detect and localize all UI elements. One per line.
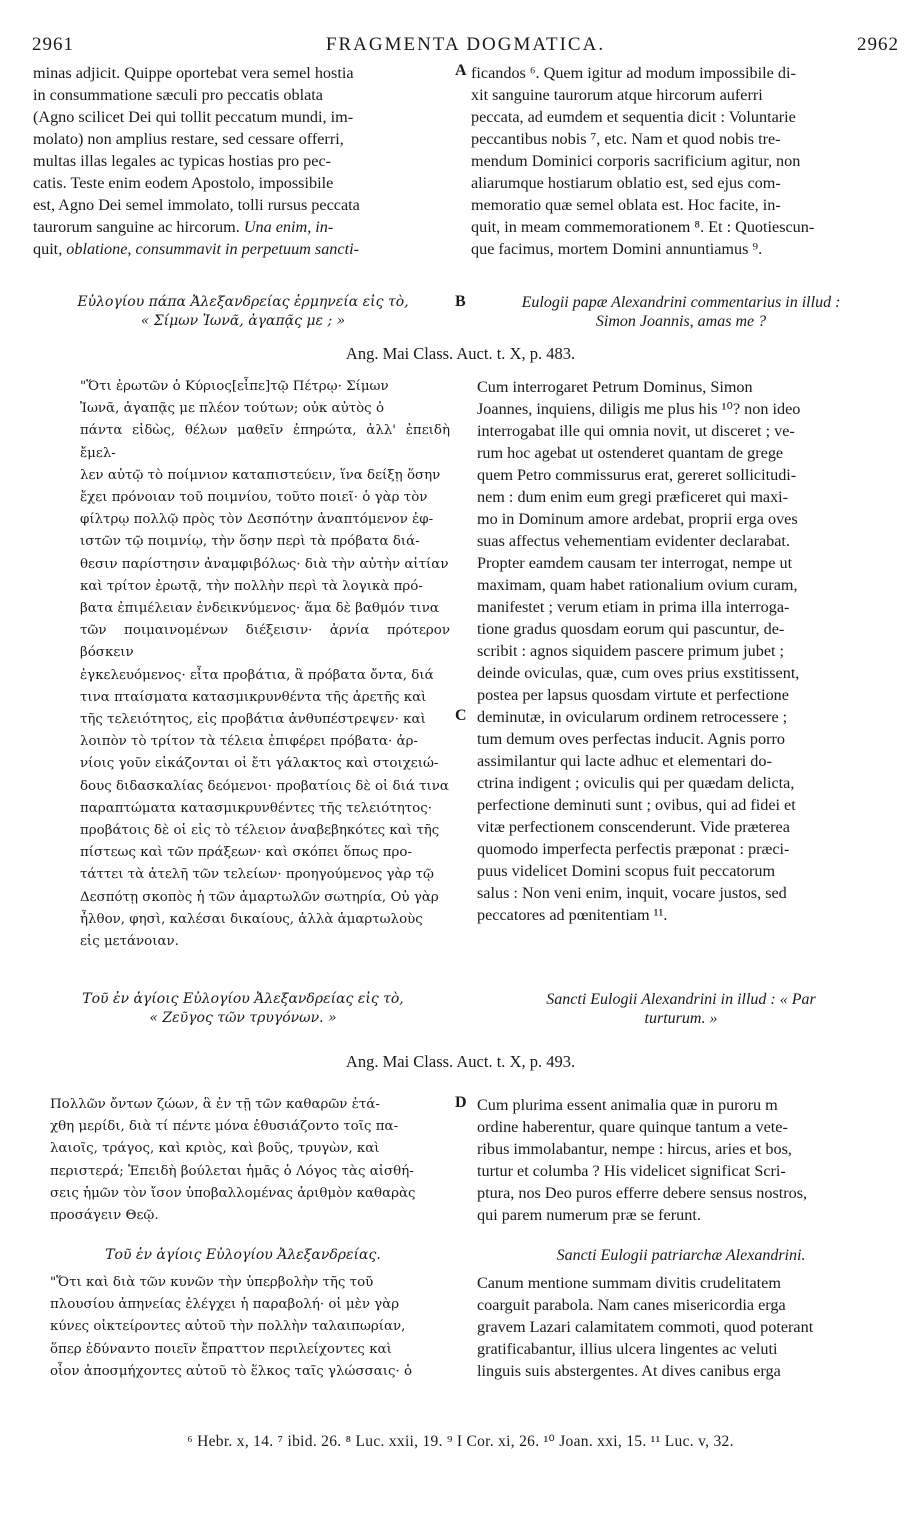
text-line: tione gradus quosdam eorum qui pascuntur, de- [477,620,785,638]
text-fragment: quit [33,240,59,258]
text-line: coarguit parabola. Nam canes misericordia erga [477,1296,786,1314]
text-line: σεις ἡμῶν τὸν ἴσον ὑποβαλλομένας ἀριθμὸν καθαρὰς [50,1185,416,1201]
text-line: minas adjicit. Quippe oportebat vera semel hostia [33,64,354,82]
text-line: molato) non amplius restare, sed cessare offerri, [33,130,344,148]
top-left-column [33,62,453,260]
page-number-left: 2961 [32,34,74,55]
text-line: maximam, quam habet rationalium ovium curam, [477,576,798,594]
footnotes: ⁶ Hebr. x, 14. ⁷ ibid. 26. ⁸ Luc. xxii, 19. ⁹ I Cor. xi, 26. ¹⁰ Joan. xxi, 15. ¹¹ Luc. v, 32. [187,1433,734,1450]
text-line: deinde oviculas, quæ, cum oves prius exstitissent, [477,664,800,682]
title-line: Sancti Eulogii Alexandrini in illud : « Par [546,991,816,1008]
text-line [33,238,453,260]
text-line: περιστερά; Ἐπειδὴ βούλεται ἡμᾶς ὁ Λόγος τὰς αἰσθή- [50,1163,414,1179]
text-line: postea per lapsus quosdam virtute et perfectione [477,686,789,704]
section3-latin-column [477,1272,891,1382]
text-line: ordine haberentur, quare quinque tantum a vete- [477,1118,788,1136]
text-line: λοιπὸν τὸ τρίτον τὰ τέλεια ἐπιφέρει πρόβατα· ἀρ- [80,734,418,750]
text-line: τῆς τελειότητος, εἰς προβάτια ἀνθυπέστρεψεν· καὶ [80,712,426,728]
text-line: πάντα εἰδὼς, θέλων μαθεῖν ἐπηρώτα, ἀλλ' ἐπειδὴ ἔμελ- [80,423,450,461]
section2-greek-column [50,1094,450,1227]
title-line: Εὐλογίου πάπα Ἀλεξανδρείας ἑρμηνεία εἰς τὸ, [77,294,409,310]
text-line: δους διδασκαλίας δεόμενοι· προβατίοις δὲ οἱ διά τινα [80,778,449,794]
text-line: aliarumque hostiarum oblatio est, sed ejus com- [471,174,781,192]
section2-title-greek [33,990,453,1028]
text-line: ἐγκελευόμενος· εἶτα προβάτια, ἃ πρόβατα ὄντα, διά [80,667,434,683]
text-line: multas illas legales ac typicas hostias pro pec- [33,152,332,170]
text-line: λεν αὐτῷ τὸ ποίμνιον καταπιστεύειν, ἵνα δείξῃ ὅσην [80,467,441,483]
text-line: (Agno scilicet Dei qui tollit peccatum mundi, im- [33,108,354,126]
text-line: deminutæ, in ovicularum ordinem retrocessere ; [477,708,788,726]
text-line: Cum plurima essent animalia quæ in puroru m [477,1096,778,1114]
text-line: Δεσπότῃ σκοπὸς ἡ τῶν ἁμαρτωλῶν σωτηρία, Οὐ γὰρ [80,889,439,905]
text-line: peccata, ad eumdem et sequentia dicit : Voluntarie [471,108,796,126]
text-line: παραπτώματα κατασμικρυνθέντες τῆς τελειότητος· [80,800,432,816]
margin-marker-b: B [455,293,466,310]
section1-title-greek [33,293,453,331]
title-line: Simon Joannis, amas me ? [595,313,767,330]
text-line: Cum interrogaret Petrum Dominus, Simon [477,378,753,396]
title-line: Τοῦ ἐν ἁγίοις Εὐλογίου Ἀλεξανδρείας εἰς τὸ, [82,991,404,1007]
text-line: vitæ perfectionem conscenderunt. Vide præterea [477,818,790,836]
text-line: ribus immolabantur, nempe : hircus, aries et bos, [477,1140,792,1158]
text-line: est, Agno Dei semel immolato, tolli rursus peccata [33,196,360,214]
margin-marker-c: C [455,707,467,724]
running-title: FRAGMENTA DOGMATICA. [325,34,606,55]
running-header [32,34,899,56]
text-fragment: , oblatione, consummavit in perpetuum sancti- [58,240,359,258]
section3-title-greek: Τοῦ ἐν ἁγίοις Εὐλογίου Ἀλεξανδρείας. [105,1247,381,1263]
text-line: perfectione deminuti sunt ; ovibus, qui ad fidei et [477,796,796,814]
text-line: scribit : agnos siquidem pascere primum jubet ; [477,642,785,660]
text-line: mendum Dominici corporis sacrificium agitur, non [471,152,801,170]
text-line [33,216,453,238]
section2-source-reference: Ang. Mai Class. Auct. t. X, p. 493. [345,1052,576,1071]
text-line: ἦλθον, φησὶ, καλέσαι δικαίους, ἀλλὰ ἁμαρτωλοὺς [80,911,423,927]
text-line: quit, in meam commemorationem ⁸. Et : Quotiescun- [471,218,815,236]
text-line: ctrina indigent ; oviculis qui per quædam delicta, [477,774,795,792]
text-line: Πολλῶν ὄντων ζώων, ἃ ἐν τῇ τῶν καθαρῶν ἐτά- [50,1097,380,1112]
text-line: gratificabantur, illius ulcera lingentes ac veluti [477,1340,778,1358]
text-line: τάττει τὰ ἀτελῆ τῶν τελείων· προηγούμενος γὰρ τῷ [80,867,434,883]
text-line: turtur et columba ? His videlicet significat Scri- [477,1162,786,1180]
page-number-right: 2962 [857,34,899,55]
section1-latin-column [477,376,891,926]
text-line: πλουσίου ἀπηνείας ἐλέγχει ἡ παραβολή· οἱ μὲν γὰρ [50,1297,400,1313]
text-line: προβάτοις δὲ οἱ εἰς τὸ τέλειον ἀναβεβηκότες καὶ τῆς [80,823,440,839]
text-line: προσάγειν Θεῷ. [50,1208,159,1224]
text-line: linguis suis abstergentes. At dives canibus erga [477,1362,781,1380]
text-line: "Ὅτι ἐρωτῶν ὁ Κύριος[εἶπε]τῷ Πέτρῳ· Σίμων [80,379,389,394]
section3-greek-column [50,1272,450,1383]
section1-greek-column [80,376,450,953]
text-line: puus videlicet Domini scopus fuit peccatorum [477,862,776,880]
text-line: quomodo imperfecta perfectis præponat : præci- [477,840,790,858]
text-line: Propter eamdem causam ter interrogat, nempe ut [477,554,793,572]
text-line: Canum mentione summam divitis crudelitatem [477,1274,781,1292]
top-right-column [471,62,891,260]
text-line: memoratio quæ semel oblata est. Hoc facite, in- [471,196,781,214]
text-fragment: taurorum sanguine ac hircorum. [33,218,240,236]
text-line: οἷον ἀποσμήχοντες αὐτοῦ τὸ ἕλκος ταῖς γλώσσαις· ὁ [50,1363,413,1379]
text-line: φίλτρῳ πολλῷ πρὸς τὸν Δεσπότην ἀναπτόμενον ἐφ- [80,512,434,528]
text-line: salus : Non veni enim, inquit, vocare justos, sed [477,884,787,902]
text-line: assimilantur qui lacte adhuc et elementari do- [477,752,772,770]
text-line: catis. Teste enim eodem Apostolo, impossibile [33,174,334,192]
text-line: peccantibus nobis ⁷, etc. Nam et quod nobis tre- [471,130,781,148]
section1-title-latin [471,293,891,331]
text-line: "Ὅτι καὶ διὰ τῶν κυνῶν τὴν ὑπερβολὴν τῆς τοῦ [50,1275,374,1290]
text-line: in consummatione sæculi pro peccatis oblata [33,86,323,104]
text-line: ἔχει πρόνοιαν τοῦ ποιμνίου, τοῦτο ποιεῖ· ὁ γὰρ τὸν [80,490,428,506]
text-line: quem Petro commissurus erat, gereret sollicitudi- [477,466,797,484]
text-line: peccatores ad pœnitentiam ¹¹. [477,906,668,924]
title-line: « Ζεῦγος τῶν τρυγόνων. » [149,1010,337,1026]
text-line: βατα ἐπιμέλειαν ἐνδεικνύμενος· ἅμα δὲ βαθμόν τινα [80,601,439,617]
text-line: καὶ τρίτον ἐρωτᾷ, τὴν πολλὴν περὶ τὰ λογικὰ πρό- [80,578,423,594]
text-line: χθη μερίδι, διὰ τί πέντε μόνα ἐθυσιάζοντο τοῖς πα- [50,1119,399,1135]
text-line: εἰς μετάνοιαν. [80,934,179,950]
text-line: λαιοῖς, τράγος, καὶ κριὸς, καὶ βοῦς, τρυγὼν, καὶ [50,1141,380,1157]
text-line: Ἰωνᾶ, ἀγαπᾷς με πλέον τούτων; οὐκ αὐτὸς ὁ [80,401,385,417]
text-line: que facimus, mortem Domini annuntiamus ⁹. [471,240,763,258]
text-line: ficandos ⁶. Quem igitur ad modum impossibile di- [471,64,796,82]
text-line: θεσιν παρίστησιν ἀναμφιβόλως· διὰ τὴν αὐτὴν αἰτίαν [80,556,449,572]
text-line: manifestet ; verum etiam in prima illa interroga- [477,598,790,616]
section2-title-latin [471,990,891,1028]
text-line: rum hoc agebat ut ostenderet quantam de grege [477,444,784,462]
text-line: tum demum oves perfectas inducit. Agnis porro [477,730,785,748]
text-line: ιστῶν τῷ ποιμνίῳ, τὴν ὅσην περὶ τὰ πρόβατα διά- [80,534,420,550]
text-line: Joannes, inquiens, diligis me plus his ¹⁰? non ideo [477,400,801,418]
text-line: ptura, nos Deo puros efferre debere sensus nostros, [477,1184,808,1202]
text-line: gravem Lazari calamitatem commoti, quod poterant [477,1318,814,1336]
section2-latin-column [477,1094,891,1226]
text-line: suas affectus vehementiam evidenter declarabat. [477,532,790,550]
text-line: mo in Dominum amore ardebat, proprii erga oves [477,510,798,528]
margin-marker-a: A [455,62,467,79]
text-line: ὅπερ ἐδύναντο ποιεῖν ἔπραττον περιλείχοντες καὶ [50,1341,392,1357]
text-line: qui parem numerum præ se ferunt. [477,1206,701,1224]
text-line: τῶν ποιμαινομένων διέξεισιν· ἀρνία πρότερον βόσκειν [80,623,450,661]
text-line: πίστεως καὶ τῶν πράξεων· καὶ σκόπει ὅπως προ- [80,845,412,861]
title-line: « Σίμων Ἰωνᾶ, ἀγαπᾷς με ; » [140,313,346,329]
text-line: xit sanguine taurorum atque hircorum auferri [471,86,763,104]
text-line: nem : dum enim eum gregi præficeret qui maxi- [477,488,789,506]
title-line: Eulogii papæ Alexandrini commentarius in illud : [521,294,841,311]
title-line: turturum. » [644,1010,718,1027]
section3-title-latin: Sancti Eulogii patriarchæ Alexandrini. [556,1247,806,1264]
text-fragment: Una enim, in- [239,218,334,236]
text-line: νίοις γοῦν εἰκάζονται οἱ ἔτι γάλακτος καὶ στοιχειώ- [80,756,439,772]
text-line: κύνες οἰκτείροντες αὐτοῦ τὴν πολλὴν ταλαιπωρίαν, [50,1319,406,1335]
margin-marker-d: D [455,1094,467,1111]
section1-source-reference: Ang. Mai Class. Auct. t. X, p. 483. [345,344,576,363]
text-line: interrogabat ille qui omnia novit, ut disceret ; ve- [477,422,795,440]
text-line: τινα πταίσματα κατασμικρυνθέντα τῆς ἀρετῆς καὶ [80,689,427,705]
